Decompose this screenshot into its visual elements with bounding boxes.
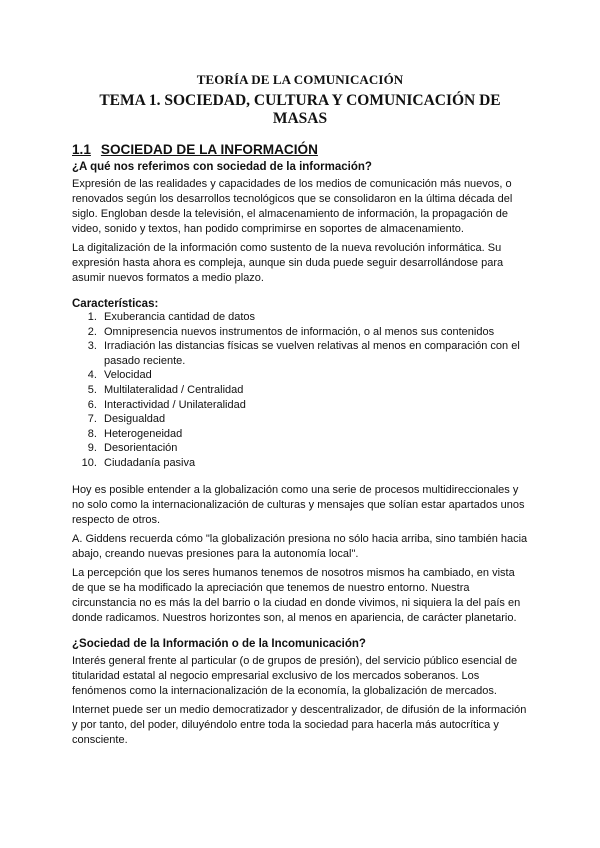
list-item: 4. Velocidad	[100, 368, 528, 383]
list-item: 5. Multilateralidad / Centralidad	[100, 383, 528, 398]
list-item: 6. Interactividad / Unilateralidad	[100, 398, 528, 413]
section-title: SOCIEDAD DE LA INFORMACIÓN	[100, 142, 318, 157]
document-title: TEORÍA DE LA COMUNICACIÓN	[196, 72, 404, 87]
section-heading	[72, 142, 528, 157]
paragraph-giddens-quote: A. Giddens recuerda cómo "la globalización presiona no sólo hacia arriba, sino también hacia abajo, creando nuevas presiones para la autonomía local".	[72, 532, 528, 560]
list-item: 8. Heterogeneidad	[100, 427, 528, 442]
document-subtitle: TEMA 1. SOCIEDAD, CULTURA Y COMUNICACIÓN DE MASAS	[99, 92, 501, 127]
list-item: 9. Desorientación	[100, 441, 528, 456]
paragraph-definition: Expresión de las realidades y capacidades de los medios de comunicación más nuevos, o renovados según los desarrollos tecnológicos que se consolidaron en la última década del siglo. Engloban desde la televisión, el almacenamiento de información, la propagación de video, sonido y textos, han podido comprimirse en soportes de almacenamiento.	[72, 178, 513, 235]
list-item: 1. Exuberancia cantidad de datos	[100, 310, 528, 325]
question-heading-2: ¿Sociedad de la Información o de la Incomunicación?	[72, 637, 366, 650]
list-item: 3. Irradiación las distancias físicas se vuelven relativas al menos en comparación con el pasado reciente.	[100, 339, 528, 368]
question-heading-1: ¿A qué nos referimos con sociedad de la información?	[72, 161, 372, 173]
section-number: 1.1	[72, 142, 91, 157]
list-item: 2. Omnipresencia nuevos instrumentos de información, o al menos sus contenidos	[100, 325, 528, 340]
characteristics-list	[72, 310, 528, 471]
paragraph-digitalization: La digitalización de la información como sustento de la nueva revolución informática. Su expresión hasta ahora es compleja, aunque sin duda puede seguir desarrollándose para asumir nuevos formatos a medio plazo.	[72, 242, 504, 284]
paragraph-general-interest: Interés general frente al particular (o de grupos de presión), del servicio público esencial de titularidad estatal al negocio empresarial exclusivo de los mercados soberanos. Los fenómenos como la internacionalización de la economía, la globalización de mercados.	[72, 654, 518, 697]
paragraph-internet: Internet puede ser un medio democratizador y descentralizador, de difusión de la información y por tanto, del poder, diluyéndolo entre toda la sociedad para hacerla más autocrítica y consciente.	[72, 703, 527, 746]
paragraph-globalization: Hoy es posible entender a la globalización como una serie de procesos multidireccionales y no solo como la internacionalización de culturas y mensajes que solían estar apartados unos respecto de otros.	[72, 483, 525, 526]
characteristics-heading: Características:	[72, 298, 159, 310]
list-item: 10. Ciudadanía pasiva	[100, 456, 528, 471]
list-item: 7. Desigualdad	[100, 412, 528, 427]
paragraph-perception: La percepción que los seres humanos tenemos de nosotros mismos ha cambiado, en vista de que se ha modificado la apreciación que tenemos de nuestro entorno. Nuestra circunstancia no es más la del barrio o la ciudad en donde vivimos, ni siquiera la del país en donde radicamos. Nuestros horizontes son, al menos en apariencia, de carácter planetario.	[72, 566, 521, 624]
